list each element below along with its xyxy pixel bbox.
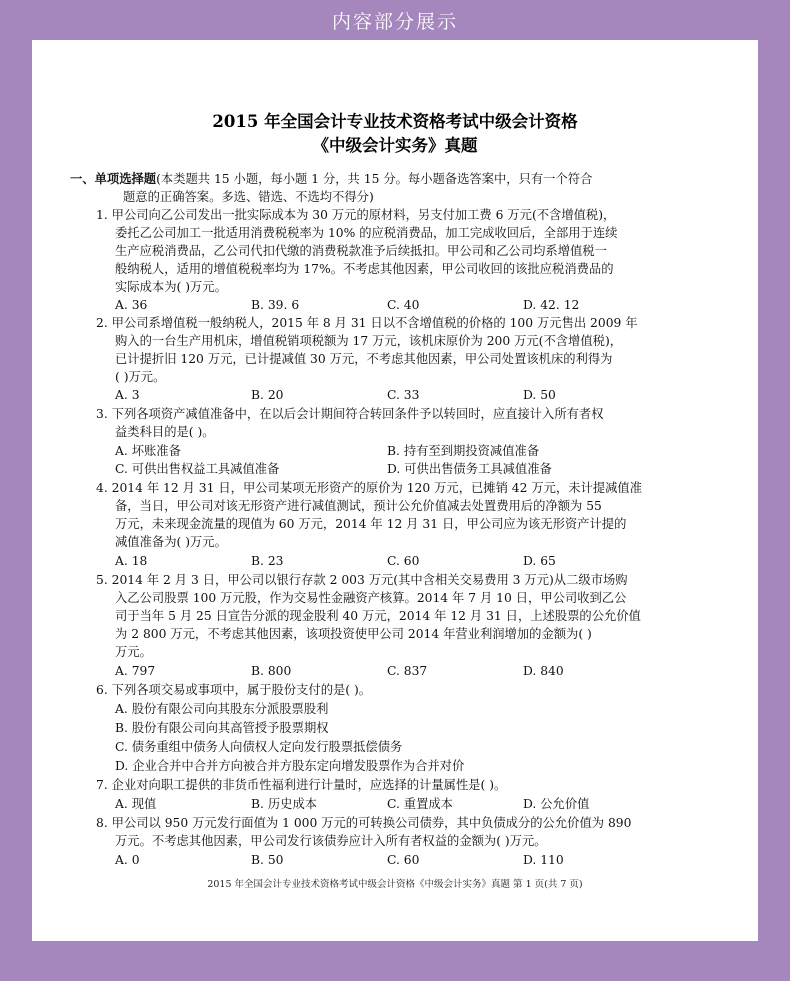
- question-6-option-d: D. 企业合并中合并方向被合并方股东定向增发股票作为合并对价: [115, 759, 465, 773]
- page-footer: 2015 年全国会计专业技术资格考试中级会计资格《中级会计实务》真题 第 1 页(共 7 页): [207, 879, 583, 890]
- question-7-option-c: C. 重置成本: [387, 797, 453, 811]
- section-desc: (本类题共 15 小题，每小题 1 分，共 15 分。每小题备选答案中，只有一个符合: [156, 172, 593, 186]
- banner-title: 内容部分展示: [331, 10, 458, 33]
- question-1-option-a: A. 36: [115, 298, 148, 312]
- question-6-line: 6. 下列各项交易或事项中，属于股份支付的是( )。: [96, 683, 372, 697]
- question-2-line: 购入的一台生产用机床，增值税销项税额为 17 万元，该机床原价为 200 万元(不含增值税)，: [115, 334, 623, 348]
- question-5-line: 司于当年 5 月 25 日宣告分派的现金股利 40 万元，2014 年 12 月 31 日，上述股票的公允价值: [115, 609, 641, 623]
- question-4-option-c: C. 60: [387, 554, 420, 568]
- question-4-line: 减值准备为( )万元。: [115, 535, 227, 549]
- question-4-line: 万元，未来现金流量的现值为 60 万元，2014 年 12 月 31 日，甲公司应为该无形资产计提的: [115, 517, 627, 531]
- question-6-option-b: B. 股份有限公司向其高管授予股票期权: [115, 721, 329, 735]
- question-1-line: 1. 甲公司向乙公司发出一批实际成本为 30 万元的原材料，另支付加工费 6 万元(不含增值税)，: [96, 208, 616, 222]
- question-5-line: 入乙公司股票 100 万元股，作为交易性金融资产核算。2014 年 7 月 10 日，甲公司收到乙公: [115, 591, 627, 605]
- document-title: 2015 年全国会计专业技术资格考试中级会计资格: [212, 112, 578, 131]
- question-1-option-c: C. 40: [387, 298, 420, 312]
- document-page: [32, 40, 758, 941]
- question-4-line: 4. 2014 年 12 月 31 日，甲公司某项无形资产的原价为 120 万元，已摊销 42 万元，未计提减值准: [96, 481, 643, 495]
- question-2-line: ( )万元。: [115, 370, 166, 384]
- question-3-option-d: D. 可供出售债务工具减值准备: [387, 462, 552, 476]
- question-8-option-b: B. 50: [251, 853, 284, 867]
- question-8-line: 万元。不考虑其他因素，甲公司发行该债券应计入所有者权益的金额为( )万元。: [115, 834, 547, 848]
- section-desc-cont: 题意的正确答案。多选、错选、不选均不得分): [123, 190, 374, 204]
- question-3-option-a: A. 坏账准备: [115, 444, 181, 458]
- question-7-line: 7. 企业对向职工提供的非货币性福利进行计量时，应选择的计量属性是( )。: [96, 778, 507, 792]
- question-4-line: 备，当日，甲公司对该无形资产进行减值测试，预计公允价值减去处置费用后的净额为 55: [115, 499, 602, 513]
- question-5-option-d: D. 840: [523, 664, 564, 678]
- question-5-line: 为 2 800 万元，不考虑其他因素，该项投资使甲公司 2014 年营业利润增加的金额为( ): [115, 627, 592, 641]
- question-2-line: 已计提折旧 120 万元，已计提减值 30 万元，不考虑其他因素，甲公司处置该机床的利得为: [115, 352, 613, 366]
- question-1-option-d: D. 42. 12: [523, 298, 580, 312]
- question-3-line: 益类科目的是( )。: [115, 425, 215, 439]
- question-4-option-d: D. 65: [523, 554, 556, 568]
- question-8-option-d: D. 110: [523, 853, 564, 867]
- document-subtitle: 《中级会计实务》真题: [312, 136, 478, 155]
- question-3-option-b: B. 持有至到期投资减值准备: [387, 444, 540, 458]
- question-8-line: 8. 甲公司以 950 万元发行面值为 1 000 万元的可转换公司债券，其中负债成分的公允价值为 890: [96, 816, 632, 830]
- question-5-line: 5. 2014 年 2 月 3 日，甲公司以银行存款 2 003 万元(其中含相关交易费用 3 万元)从二级市场购: [96, 573, 628, 587]
- question-5-option-a: A. 797: [115, 664, 156, 678]
- question-6-option-a: A. 股份有限公司向其股东分派股票股利: [115, 702, 329, 716]
- question-4-option-a: A. 18: [115, 554, 148, 568]
- question-7-option-b: B. 历史成本: [251, 797, 318, 811]
- question-7-option-d: D. 公允价值: [523, 797, 590, 811]
- question-2-option-d: D. 50: [523, 388, 556, 402]
- question-2-option-a: A. 3: [115, 388, 140, 402]
- question-1-line: 生产应税消费品，乙公司代扣代缴的消费税款准予后续抵扣。甲公司和乙公司均系增值税一: [115, 244, 607, 258]
- question-8-option-c: C. 60: [387, 853, 420, 867]
- question-5-line: 万元。: [115, 645, 152, 659]
- question-3-option-c: C. 可供出售权益工具减值准备: [115, 462, 280, 476]
- question-1-line: 委托乙公司加工一批适用消费税税率为 10% 的应税消费品，加工完成收回后，全部用于连续: [115, 226, 618, 240]
- question-3-line: 3. 下列各项资产减值准备中，在以后会计期间符合转回条件予以转回时，应直接计入所有者权: [96, 407, 604, 421]
- question-5-option-b: B. 800: [251, 664, 292, 678]
- question-7-option-a: A. 现值: [115, 797, 157, 811]
- question-8-option-a: A. 0: [115, 853, 140, 867]
- question-1-line: 般纳税人，适用的增值税税率均为 17%。不考虑其他因素，甲公司收回的该批应税消费品的: [115, 262, 614, 276]
- section-label: 一、单项选择题: [70, 171, 157, 186]
- question-4-option-b: B. 23: [251, 554, 284, 568]
- question-2-line: 2. 甲公司系增值税一般纳税人，2015 年 8 月 31 日以不含增值税的价格的 100 万元售出 2009 年: [96, 316, 638, 330]
- question-1-option-b: B. 39. 6: [251, 298, 300, 312]
- question-2-option-c: C. 33: [387, 388, 420, 402]
- question-1-line: 实际成本为( )万元。: [115, 280, 227, 294]
- question-6-option-c: C. 债务重组中债务人向债权人定向发行股票抵偿债务: [115, 740, 403, 754]
- question-5-option-c: C. 837: [387, 664, 428, 678]
- question-2-option-b: B. 20: [251, 388, 284, 402]
- section-header: [70, 170, 592, 188]
